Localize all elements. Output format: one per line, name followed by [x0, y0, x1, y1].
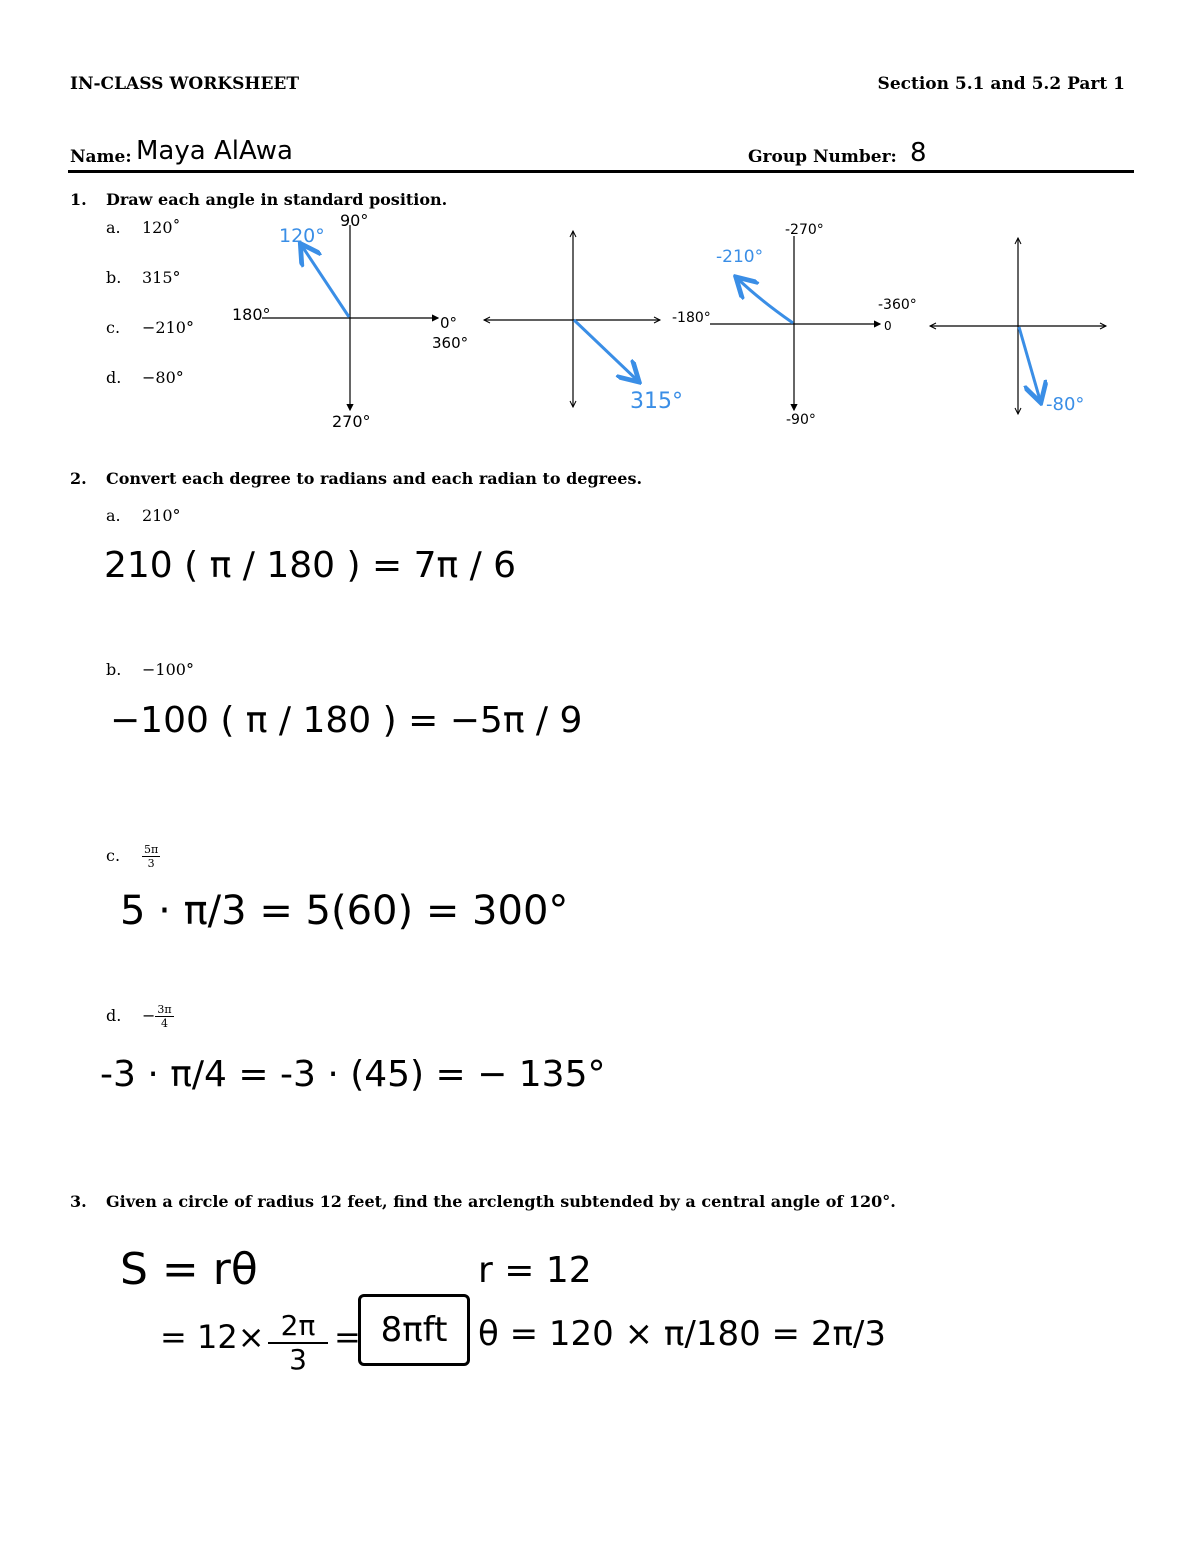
q3-number: 3.: [70, 1192, 87, 1211]
graph-1-ray: [302, 246, 349, 317]
q2-b-work: −100 ( π / 180 ) = −5π / 9: [110, 700, 583, 741]
graph-2-angle-label: 315°: [630, 389, 683, 414]
q3-theta-work: θ = 120 × π/180 = 2π/3: [478, 1314, 887, 1354]
graph-3-bottom-label: -90°: [786, 412, 816, 428]
graph-1-angle-label: 120°: [279, 225, 325, 247]
q1-item-d: d. −80°: [106, 368, 184, 387]
q3-prompt: Given a circle of radius 12 feet, find the arclength subtended by a central angle of 120°.: [106, 1192, 896, 1211]
graph-3-ray: [738, 279, 793, 323]
graph-1-axes: [262, 225, 438, 410]
q2-c-work: 5 · π/3 = 5(60) = 300°: [120, 888, 569, 934]
graph-1-bottom-label: 270°: [332, 412, 371, 431]
graph-3-right-label: -360°: [878, 297, 917, 313]
q1-number: 1.: [70, 190, 87, 209]
q2-a-work: 210 ( π / 180 ) = 7π / 6: [104, 545, 517, 586]
graph-3-left-label: -180°: [672, 310, 711, 326]
q3-radius: r = 12: [478, 1250, 592, 1291]
graph-2-axes: [484, 231, 660, 407]
worksheet-title: IN-CLASS WORKSHEET: [70, 74, 300, 94]
q3-answer-box: 8πft: [358, 1294, 470, 1366]
q2-prompt: Convert each degree to radians and each radian to degrees.: [106, 469, 643, 488]
q3-equals: =: [334, 1318, 361, 1356]
q1-graphs: [0, 0, 1200, 440]
name-value: Maya AlAwa: [136, 136, 293, 166]
graph-1-right-label-b: 360°: [432, 334, 469, 352]
q2-c-fraction: $\frac{5\pi}{3}$: [144, 843, 159, 870]
q2-item-d: d. − $\frac{3\pi}{4}$: [106, 1003, 172, 1030]
graph-3-angle-label: -210°: [716, 247, 764, 267]
graph-3-top-label: -270°: [785, 222, 824, 238]
graph-4-axes: [930, 238, 1106, 414]
q1-item-b: b. 315°: [106, 268, 181, 287]
graph-1-right-label-a: 0°: [440, 314, 458, 332]
q3-formula: S = rθ: [120, 1244, 258, 1295]
q3-line2-fraction: 2π 3: [268, 1310, 328, 1376]
q2-number: 2.: [70, 469, 87, 488]
q1-item-a: a. 120˚: [106, 218, 181, 237]
q2-d-work: -3 · π/4 = -3 · (45) = − 135°: [100, 1054, 606, 1095]
graph-1-left-label: 180°: [232, 305, 271, 324]
q2-d-fraction: $\frac{3\pi}{4}$: [157, 1003, 172, 1030]
graph-1-top-label: 90°: [340, 211, 369, 230]
graph-4-ray: [1019, 327, 1040, 400]
q2-item-a: a. 210°: [106, 506, 181, 525]
name-label: Name:: [70, 147, 132, 167]
q1-prompt: Draw each angle in standard position.: [106, 190, 448, 209]
section-title: Section 5.1 and 5.2 Part 1: [877, 74, 1125, 94]
q2-item-b: b. −100°: [106, 660, 194, 679]
graph-3-right-label-b: 0: [884, 319, 892, 333]
graph-4-angle-label: -80°: [1046, 394, 1085, 415]
q2-item-c: c. $\frac{5\pi}{3}$: [106, 843, 159, 870]
group-value: 8: [910, 138, 927, 168]
q1-item-c: c. −210°: [106, 318, 194, 337]
group-label: Group Number:: [748, 147, 897, 167]
q3-line2-start: = 12×: [160, 1318, 265, 1356]
graph-2-ray: [574, 320, 637, 380]
